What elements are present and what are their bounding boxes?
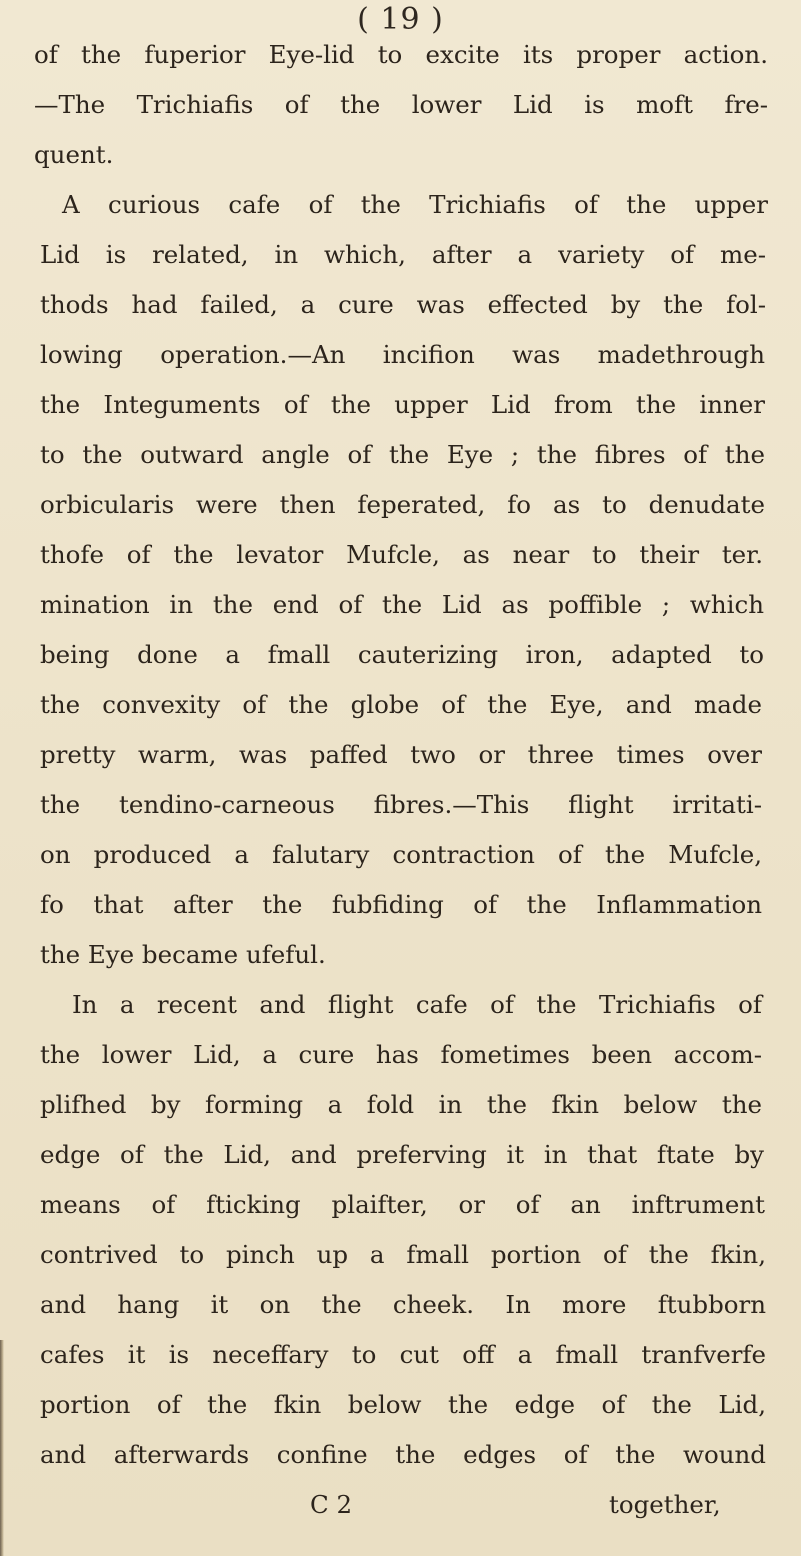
text-line: mination in the end of the Lid as poffible ; which [40, 590, 764, 619]
text-line: to the outward angle of the Eye ; the fibres of the [40, 440, 765, 469]
text-line: quent. [34, 140, 114, 169]
text-line: cafes it is neceffary to cut off a fmall tranfverfe [40, 1340, 766, 1369]
text-line: orbicularis were then feperated, fo as to denudate [40, 490, 765, 519]
text-line: contrived to pinch up a fmall portion of the fkin, [40, 1240, 766, 1269]
text-line: the lower Lid, a cure has fometimes been accom- [40, 1040, 762, 1069]
text-line: the Integuments of the upper Lid from the inner [40, 390, 765, 419]
text-line: being done a fmall cauterizing iron, adapted to [40, 640, 764, 669]
page-edge-shadow [0, 1340, 4, 1556]
text-line: the tendino-carneous fibres.—This flight irritati- [40, 790, 762, 819]
text-line: A curious cafe of the Trichiafis of the upper [62, 190, 768, 219]
text-line: of the fuperior Eye-lid to excite its proper action. [34, 40, 768, 69]
text-line: fo that after the fubfiding of the Inflammation [40, 890, 762, 919]
text-line: thods had failed, a cure was effected by the fol- [40, 290, 766, 319]
text-line: on produced a falutary contraction of the Mufcle, [40, 840, 762, 869]
page-number: ( 19 ) [357, 2, 444, 37]
text-line: Lid is related, in which, after a variety of me- [40, 240, 766, 269]
text-line: pretty warm, was paffed two or three times over [40, 740, 762, 769]
text-line: portion of the fkin below the edge of the Lid, [40, 1390, 766, 1419]
text-line: the Eye became ufeful. [40, 940, 326, 969]
catchword: together, [609, 1490, 721, 1519]
text-line: edge of the Lid, and preferving it in that ftate by [40, 1140, 764, 1169]
text-line: plifhed by forming a fold in the fkin below the [40, 1090, 762, 1119]
text-line: —The Trichiafis of the lower Lid is moft fre- [34, 90, 768, 119]
text-line: means of fticking plaifter, or of an inftrument [40, 1190, 765, 1219]
text-line: the convexity of the globe of the Eye, and made [40, 690, 762, 719]
text-line: and afterwards confine the edges of the wound [40, 1440, 766, 1469]
signature-mark: C 2 [310, 1490, 353, 1519]
text-line: and hang it on the cheek. In more ftubborn [40, 1290, 766, 1319]
text-line: lowing operation.—An incifion was madethrough [40, 340, 765, 369]
text-line: thofe of the levator Mufcle, as near to their ter. [40, 540, 763, 569]
text-line: In a recent and flight cafe of the Trichiafis of [72, 990, 762, 1019]
